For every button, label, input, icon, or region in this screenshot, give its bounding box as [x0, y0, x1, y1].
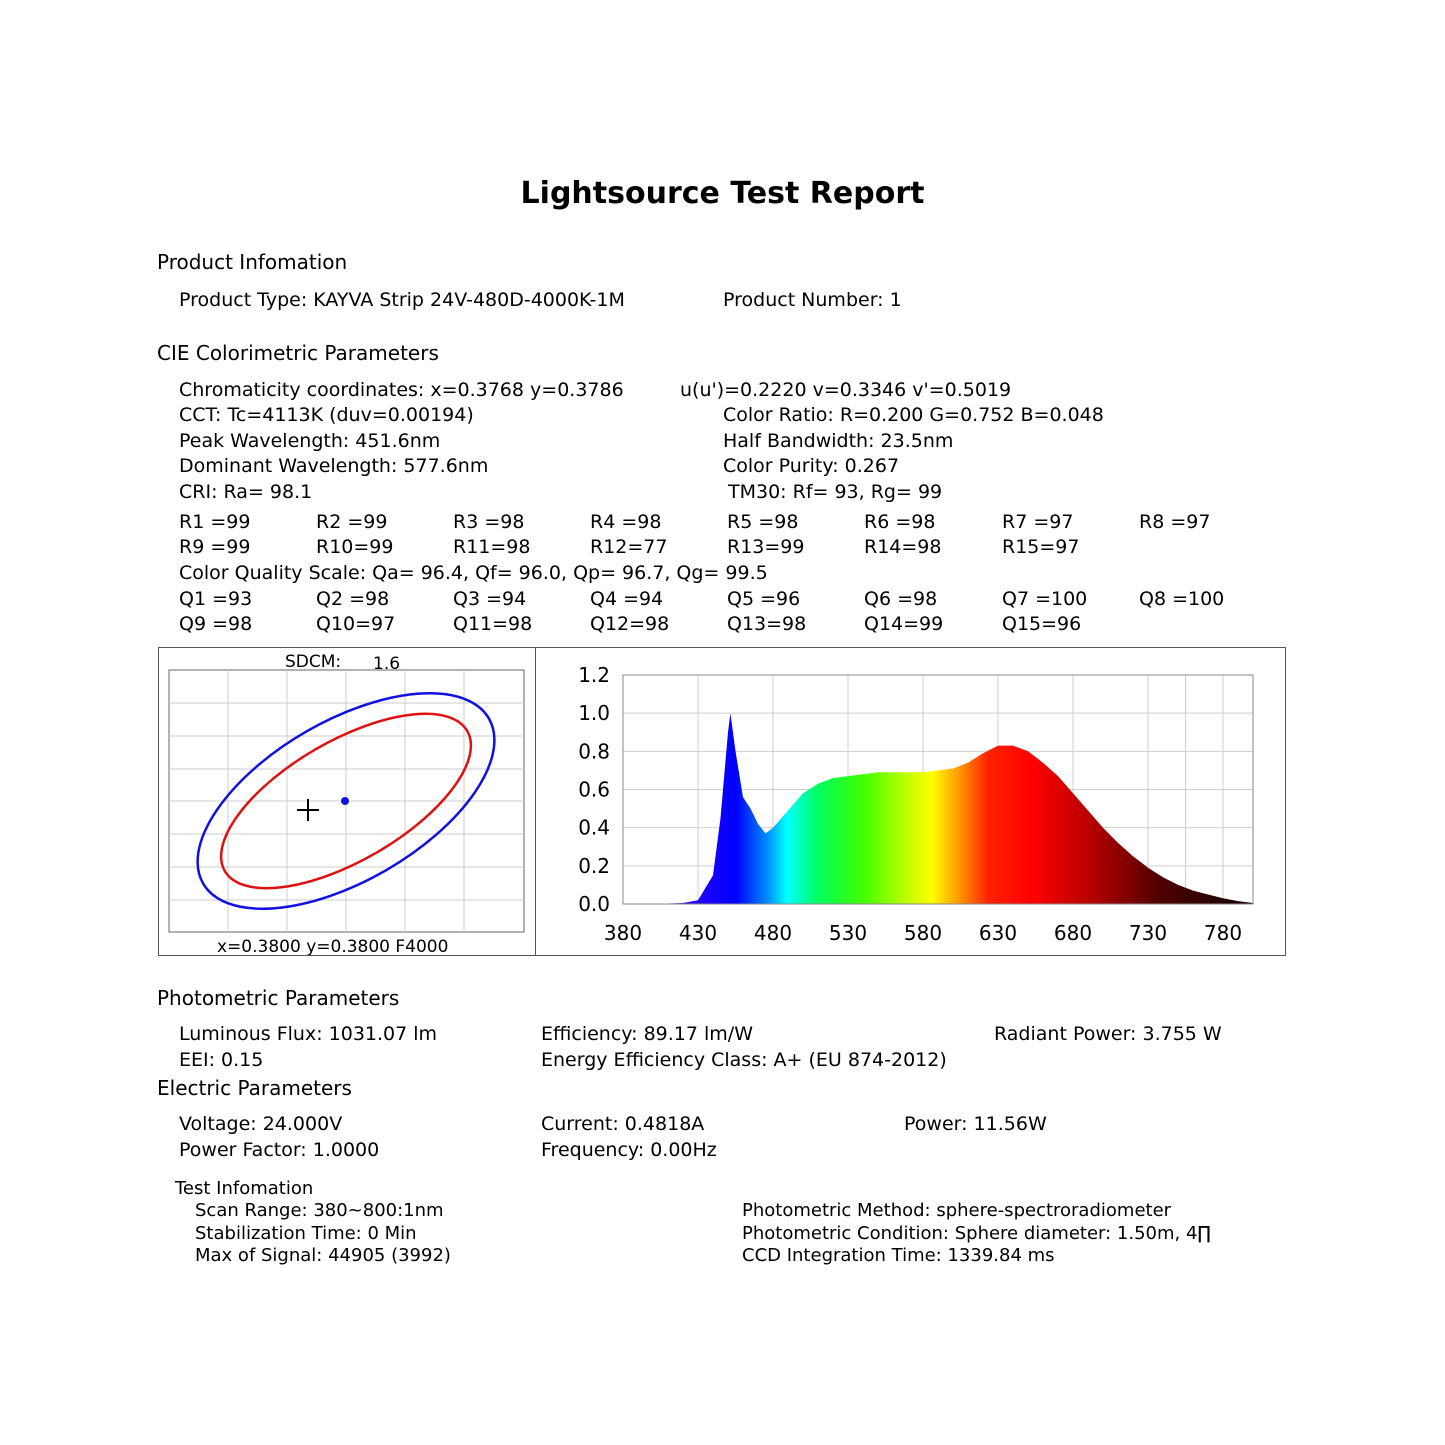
sdcm-label: SDCM:: [285, 652, 342, 672]
luminous-flux: Luminous Flux: 1031.07 lm: [179, 1023, 438, 1045]
q-value: Q10=97: [316, 613, 396, 635]
stabilization-time: Stabilization Time: 0 Min: [195, 1223, 417, 1244]
cri: CRI: Ra= 98.1: [179, 481, 313, 503]
r-value: R7 =97: [1002, 511, 1074, 533]
r-value: R5 =98: [727, 511, 799, 533]
half-bandwidth: Half Bandwidth: 23.5nm: [723, 430, 954, 452]
color-quality-scale: Color Quality Scale: Qa= 96.4, Qf= 96.0, Qp= 96.7, Qg= 99.5: [179, 562, 768, 584]
report-title: Lightsource Test Report: [520, 176, 925, 211]
scan-range: Scan Range: 380~800:1nm: [195, 1200, 444, 1221]
q-value: Q13=98: [727, 613, 807, 635]
sdcm-value: 1.6: [373, 654, 401, 674]
frequency: Frequency: 0.00Hz: [541, 1139, 717, 1161]
spectrum-chart: [536, 648, 1285, 955]
ccd-integration-time: CCD Integration Time: 1339.84 ms: [742, 1245, 1055, 1266]
r-value: R9 =99: [179, 536, 251, 558]
q-value: Q15=96: [1002, 613, 1082, 635]
sdcm-caption: x=0.3800 y=0.3800 F4000: [217, 937, 449, 955]
x-tick-label: 380: [603, 921, 643, 945]
q-value: Q11=98: [453, 613, 533, 635]
sdcm-plot: [159, 648, 534, 955]
max-signal: Max of Signal: 44905 (3992): [195, 1245, 451, 1266]
x-tick-label: 580: [903, 921, 943, 945]
r-value: R8 =97: [1139, 511, 1211, 533]
y-tick-label: 0.2: [578, 853, 610, 878]
r-value: R1 =99: [179, 511, 251, 533]
q-value: Q7 =100: [1002, 588, 1088, 610]
r-value: R6 =98: [864, 511, 936, 533]
x-tick-label: 530: [828, 921, 868, 945]
r-value: R11=98: [453, 536, 531, 558]
q-value: Q6 =98: [864, 588, 938, 610]
r-value: R4 =98: [590, 511, 662, 533]
q-value: Q12=98: [590, 613, 670, 635]
current: Current: 0.4818A: [541, 1113, 705, 1135]
product-number: Product Number: 1: [723, 289, 902, 311]
q-value: Q8 =100: [1139, 588, 1225, 610]
q-value: Q9 =98: [179, 613, 253, 635]
q-value: Q14=99: [864, 613, 944, 635]
electric-heading: Electric Parameters: [157, 1076, 352, 1100]
y-tick-label: 0.0: [578, 892, 610, 916]
x-tick-label: 730: [1128, 921, 1168, 945]
color-purity: Color Purity: 0.267: [723, 455, 900, 477]
cct: CCT: Tc=4113K (duv=0.00194): [179, 404, 474, 426]
q-value: Q1 =93: [179, 588, 253, 610]
q-value: Q5 =96: [727, 588, 801, 610]
y-axis-ticks: [578, 663, 610, 916]
eei: EEI: 0.15: [179, 1049, 264, 1071]
product-heading: Product Infomation: [157, 250, 348, 274]
test-heading: Test Infomation: [175, 1178, 314, 1199]
r-value: R15=97: [1002, 536, 1080, 558]
photometric-condition: Photometric Condition: Sphere diameter: 1.50m, 4∏: [742, 1223, 1212, 1244]
dominant-wavelength: Dominant Wavelength: 577.6nm: [179, 455, 489, 477]
voltage: Voltage: 24.000V: [179, 1113, 343, 1135]
y-tick-label: 0.8: [578, 739, 610, 764]
power: Power: 11.56W: [904, 1113, 1047, 1135]
q-value: Q2 =98: [316, 588, 390, 610]
photometric-method: Photometric Method: sphere-spectroradiometer: [742, 1200, 1172, 1221]
target-cross-icon: [297, 799, 319, 821]
y-tick-label: 0.4: [578, 815, 610, 840]
energy-class: Energy Efficiency Class: A+ (EU 874-2012): [541, 1049, 947, 1071]
peak-wavelength: Peak Wavelength: 451.6nm: [179, 430, 441, 452]
q-value: Q4 =94: [590, 588, 664, 610]
r-value: R3 =98: [453, 511, 525, 533]
x-tick-label: 680: [1053, 921, 1093, 945]
spectrum-area: [623, 713, 1253, 904]
r-value: R2 =99: [316, 511, 388, 533]
y-tick-label: 1.0: [578, 701, 610, 726]
x-axis-ticks: [604, 921, 1242, 945]
r-value: R14=98: [864, 536, 942, 558]
x-tick-label: 430: [678, 921, 718, 945]
uv-coordinates: u(u')=0.2220 v=0.3346 v'=0.5019: [680, 379, 1012, 401]
r-value: R10=99: [316, 536, 394, 558]
y-tick-label: 0.6: [578, 777, 610, 802]
tm30: TM30: Rf= 93, Rg= 99: [728, 481, 943, 503]
radiant-power: Radiant Power: 3.755 W: [994, 1023, 1222, 1045]
photometric-heading: Photometric Parameters: [157, 986, 400, 1010]
cie-heading: CIE Colorimetric Parameters: [157, 341, 439, 365]
r-value: R13=99: [727, 536, 805, 558]
y-tick-label: 1.2: [578, 663, 610, 687]
efficiency: Efficiency: 89.17 lm/W: [541, 1023, 753, 1045]
q-value: Q3 =94: [453, 588, 527, 610]
power-factor: Power Factor: 1.0000: [179, 1139, 380, 1161]
product-type: Product Type: KAYVA Strip 24V-480D-4000K-1M: [179, 289, 625, 311]
measured-point: [341, 797, 349, 805]
r-value: R12=77: [590, 536, 668, 558]
chromaticity: Chromaticity coordinates: x=0.3768 y=0.3786: [179, 379, 624, 401]
x-tick-label: 780: [1203, 921, 1243, 945]
color-ratio: Color Ratio: R=0.200 G=0.752 B=0.048: [723, 404, 1104, 426]
x-tick-label: 480: [753, 921, 793, 945]
x-tick-label: 630: [978, 921, 1018, 945]
